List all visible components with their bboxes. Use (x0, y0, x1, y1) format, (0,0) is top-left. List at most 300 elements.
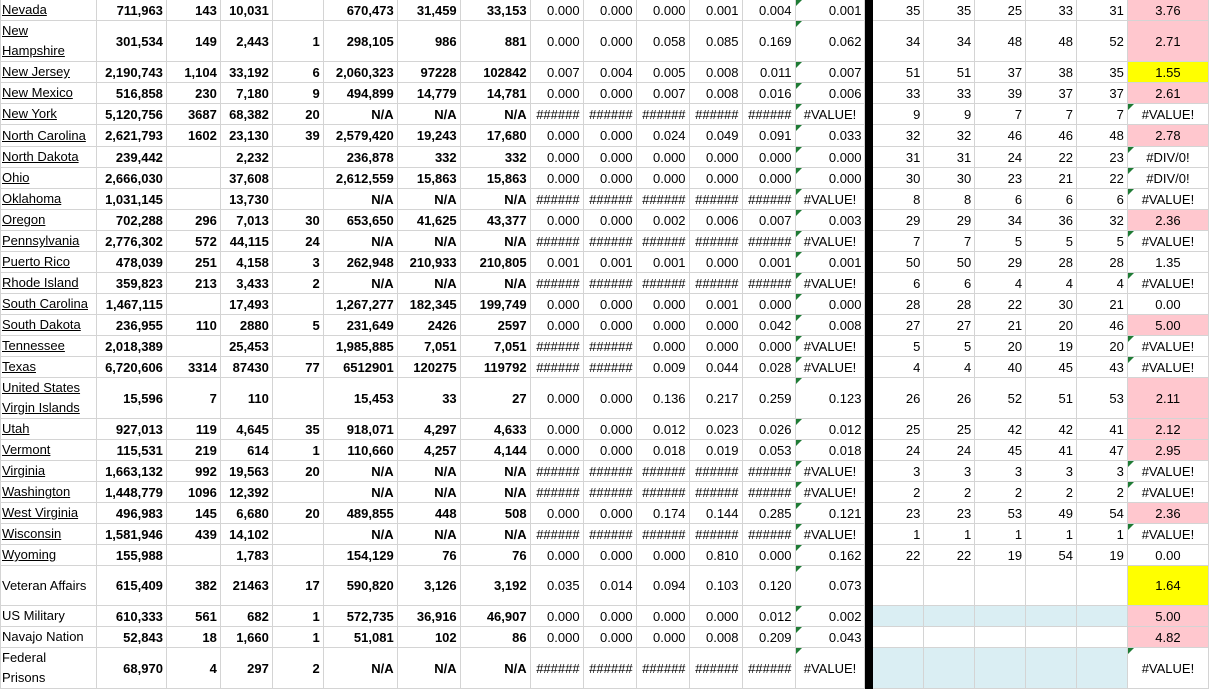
data-cell[interactable]: ###### (530, 648, 583, 689)
data-cell[interactable]: 97228 (397, 62, 460, 83)
data-cell[interactable]: 711,963 (96, 0, 166, 21)
data-cell[interactable]: 68,382 (220, 104, 272, 125)
data-cell[interactable]: 0.000 (583, 545, 636, 566)
rank-cell[interactable] (1026, 606, 1077, 627)
data-cell[interactable]: 15,863 (460, 168, 530, 189)
data-cell[interactable]: N/A (397, 482, 460, 503)
rank-cell[interactable]: 31 (873, 147, 924, 168)
rank-cell[interactable]: 29 (873, 210, 924, 231)
rank-cell[interactable]: 2 (1077, 482, 1128, 503)
data-cell[interactable]: 2 (272, 648, 323, 689)
data-cell[interactable]: 7,051 (397, 336, 460, 357)
data-cell[interactable]: 4,144 (460, 440, 530, 461)
row-label-link[interactable]: South Carolina (2, 296, 88, 311)
data-cell[interactable]: 3 (272, 252, 323, 273)
data-cell[interactable]: 0.073 (795, 566, 865, 606)
data-cell[interactable]: 2,443 (220, 21, 272, 62)
data-cell[interactable]: 0.000 (583, 21, 636, 62)
rank-cell[interactable]: 7 (975, 104, 1026, 125)
data-cell[interactable]: 46,907 (460, 606, 530, 627)
data-cell[interactable]: 0.008 (795, 315, 865, 336)
rank-cell[interactable] (1026, 566, 1077, 606)
data-cell[interactable]: 0.014 (583, 566, 636, 606)
rank-cell[interactable] (1077, 627, 1128, 648)
data-cell[interactable]: 0.024 (636, 125, 689, 147)
data-cell[interactable]: 0.000 (530, 627, 583, 648)
rank-cell[interactable]: 26 (873, 378, 924, 419)
data-cell[interactable]: 572,735 (323, 606, 397, 627)
row-label-cell[interactable] (1, 83, 97, 104)
data-cell[interactable]: ###### (742, 231, 795, 252)
data-cell[interactable]: 210,805 (460, 252, 530, 273)
rank-cell[interactable]: 39 (975, 83, 1026, 104)
data-cell[interactable]: 4,297 (397, 419, 460, 440)
row-label-cell[interactable] (1, 62, 97, 83)
data-cell[interactable] (166, 294, 220, 315)
rank-cell[interactable]: 49 (1026, 503, 1077, 524)
data-cell[interactable]: N/A (460, 648, 530, 689)
data-cell[interactable] (272, 147, 323, 168)
data-cell[interactable]: ###### (689, 482, 742, 503)
data-cell[interactable]: 2 (272, 273, 323, 294)
data-cell[interactable]: 10,031 (220, 0, 272, 21)
data-cell[interactable]: 7 (166, 378, 220, 419)
data-cell[interactable]: 0.033 (795, 125, 865, 147)
rank-cell[interactable]: 29 (975, 252, 1026, 273)
data-cell[interactable]: 0.023 (689, 419, 742, 440)
data-cell[interactable]: 0.209 (742, 627, 795, 648)
data-cell[interactable]: 3687 (166, 104, 220, 125)
data-cell[interactable]: ###### (530, 524, 583, 545)
data-cell[interactable]: 0.000 (636, 168, 689, 189)
data-cell[interactable]: 0.121 (795, 503, 865, 524)
data-cell[interactable]: 182,345 (397, 294, 460, 315)
data-cell[interactable]: 15,596 (96, 378, 166, 419)
row-label-link[interactable]: Virginia (2, 463, 46, 478)
data-cell[interactable]: 0.000 (583, 606, 636, 627)
rank-cell[interactable]: 3 (873, 461, 924, 482)
rank-cell[interactable]: 28 (1077, 252, 1128, 273)
data-cell[interactable]: 0.120 (742, 566, 795, 606)
rank-cell[interactable]: 3 (1026, 461, 1077, 482)
rank-cell[interactable]: 1 (924, 524, 975, 545)
rank-cell[interactable] (873, 648, 924, 689)
data-cell[interactable]: 0.091 (742, 125, 795, 147)
data-cell[interactable]: 102 (397, 627, 460, 648)
data-cell[interactable]: ###### (742, 524, 795, 545)
data-cell[interactable]: 31,459 (397, 0, 460, 21)
rank-cell[interactable]: 6 (924, 273, 975, 294)
row-label-cell[interactable] (1, 648, 97, 689)
data-cell[interactable]: 154,129 (323, 545, 397, 566)
rank-cell[interactable] (1026, 627, 1077, 648)
data-cell[interactable]: 19,563 (220, 461, 272, 482)
data-cell[interactable]: 0.018 (636, 440, 689, 461)
data-cell[interactable]: 2,666,030 (96, 168, 166, 189)
data-cell[interactable]: ###### (530, 273, 583, 294)
data-cell[interactable]: ###### (583, 336, 636, 357)
row-label-cell[interactable] (1, 566, 97, 606)
data-cell[interactable]: 6512901 (323, 357, 397, 378)
row-label-cell[interactable] (1, 503, 97, 524)
data-cell[interactable]: 508 (460, 503, 530, 524)
data-cell[interactable]: 0.000 (689, 606, 742, 627)
data-cell[interactable]: 0.008 (689, 627, 742, 648)
rank-cell[interactable] (975, 606, 1026, 627)
data-cell[interactable]: 2,190,743 (96, 62, 166, 83)
data-cell[interactable]: 516,858 (96, 83, 166, 104)
data-cell[interactable]: 239,442 (96, 147, 166, 168)
rank-cell[interactable]: 30 (1026, 294, 1077, 315)
data-cell[interactable]: 0.058 (636, 21, 689, 62)
data-cell[interactable]: #VALUE! (795, 231, 865, 252)
score-cell[interactable]: #VALUE! (1127, 357, 1208, 378)
data-cell[interactable]: 0.174 (636, 503, 689, 524)
data-cell[interactable]: 1 (272, 440, 323, 461)
row-label-cell[interactable] (1, 125, 97, 147)
data-cell[interactable]: 359,823 (96, 273, 166, 294)
data-cell[interactable]: 0.001 (795, 0, 865, 21)
data-cell[interactable]: 52,843 (96, 627, 166, 648)
data-cell[interactable]: 2426 (397, 315, 460, 336)
data-cell[interactable]: 653,650 (323, 210, 397, 231)
data-cell[interactable]: 0.000 (583, 0, 636, 21)
data-cell[interactable]: 0.000 (530, 503, 583, 524)
rank-cell[interactable]: 33 (1026, 0, 1077, 21)
data-cell[interactable]: 6,680 (220, 503, 272, 524)
rank-cell[interactable]: 31 (1077, 0, 1128, 21)
data-cell[interactable]: 572 (166, 231, 220, 252)
data-cell[interactable]: 0.000 (530, 606, 583, 627)
data-cell[interactable]: 1,660 (220, 627, 272, 648)
data-cell[interactable]: 0.001 (583, 252, 636, 273)
data-cell[interactable]: 0.000 (583, 440, 636, 461)
score-cell[interactable]: #DIV/0! (1127, 147, 1208, 168)
row-label-cell[interactable] (1, 482, 97, 503)
rank-cell[interactable]: 34 (873, 21, 924, 62)
rank-cell[interactable]: 32 (1077, 210, 1128, 231)
data-cell[interactable]: 30 (272, 210, 323, 231)
data-cell[interactable]: ###### (530, 104, 583, 125)
rank-cell[interactable]: 47 (1077, 440, 1128, 461)
rank-cell[interactable]: 28 (873, 294, 924, 315)
rank-cell[interactable]: 25 (975, 0, 1026, 21)
data-cell[interactable]: 3,126 (397, 566, 460, 606)
data-cell[interactable]: 12,392 (220, 482, 272, 503)
rank-cell[interactable]: 51 (873, 62, 924, 83)
data-cell[interactable]: 76 (460, 545, 530, 566)
data-cell[interactable]: ###### (742, 482, 795, 503)
data-cell[interactable]: 590,820 (323, 566, 397, 606)
score-cell[interactable]: #VALUE! (1127, 189, 1208, 210)
data-cell[interactable]: 0.000 (583, 315, 636, 336)
rank-cell[interactable] (975, 627, 1026, 648)
rank-cell[interactable]: 33 (873, 83, 924, 104)
data-cell[interactable]: 0.000 (583, 378, 636, 419)
data-cell[interactable]: 0.000 (530, 0, 583, 21)
rank-cell[interactable]: 48 (975, 21, 1026, 62)
rank-cell[interactable]: 36 (1026, 210, 1077, 231)
score-cell[interactable]: 5.00 (1127, 315, 1208, 336)
data-cell[interactable]: #VALUE! (795, 648, 865, 689)
data-cell[interactable]: 13,730 (220, 189, 272, 210)
data-cell[interactable]: N/A (323, 104, 397, 125)
rank-cell[interactable]: 4 (1077, 273, 1128, 294)
rank-cell[interactable]: 50 (873, 252, 924, 273)
data-cell[interactable]: 494,899 (323, 83, 397, 104)
data-cell[interactable]: ###### (583, 273, 636, 294)
rank-cell[interactable]: 4 (1026, 273, 1077, 294)
row-label-link[interactable]: Oregon (2, 212, 46, 227)
rank-cell[interactable]: 50 (924, 252, 975, 273)
data-cell[interactable]: 0.026 (742, 419, 795, 440)
data-cell[interactable]: 231,649 (323, 315, 397, 336)
data-cell[interactable]: 0.000 (636, 0, 689, 21)
rank-cell[interactable]: 35 (1077, 62, 1128, 83)
score-cell[interactable]: 2.61 (1127, 83, 1208, 104)
data-cell[interactable]: 0.169 (742, 21, 795, 62)
data-cell[interactable]: ###### (583, 482, 636, 503)
data-cell[interactable]: ###### (742, 189, 795, 210)
data-cell[interactable]: ###### (530, 336, 583, 357)
rank-cell[interactable]: 31 (924, 147, 975, 168)
rank-cell[interactable]: 34 (975, 210, 1026, 231)
data-cell[interactable]: 6,720,606 (96, 357, 166, 378)
score-cell[interactable]: 2.95 (1127, 440, 1208, 461)
data-cell[interactable]: 17 (272, 566, 323, 606)
rank-cell[interactable]: 7 (1077, 104, 1128, 125)
score-cell[interactable]: 2.71 (1127, 21, 1208, 62)
row-label-cell[interactable] (1, 231, 97, 252)
rank-cell[interactable]: 23 (1077, 147, 1128, 168)
data-cell[interactable]: N/A (397, 648, 460, 689)
data-cell[interactable]: 0.002 (795, 606, 865, 627)
data-cell[interactable]: 0.000 (742, 336, 795, 357)
score-cell[interactable]: #VALUE! (1127, 336, 1208, 357)
data-cell[interactable]: 19,243 (397, 125, 460, 147)
data-cell[interactable]: 0.000 (636, 606, 689, 627)
data-cell[interactable]: 0.000 (530, 378, 583, 419)
score-cell[interactable]: #VALUE! (1127, 231, 1208, 252)
data-cell[interactable]: 0.000 (795, 168, 865, 189)
data-cell[interactable]: 0.007 (530, 62, 583, 83)
data-cell[interactable]: 0.007 (742, 210, 795, 231)
data-cell[interactable]: #VALUE! (795, 189, 865, 210)
rank-cell[interactable]: 23 (924, 503, 975, 524)
data-cell[interactable]: 0.007 (636, 83, 689, 104)
row-label-cell[interactable] (1, 378, 97, 419)
row-label-cell[interactable] (1, 104, 97, 125)
rank-cell[interactable] (873, 606, 924, 627)
data-cell[interactable]: 2,621,793 (96, 125, 166, 147)
score-cell[interactable]: #VALUE! (1127, 104, 1208, 125)
data-cell[interactable]: 1602 (166, 125, 220, 147)
data-cell[interactable]: 297 (220, 648, 272, 689)
rank-cell[interactable]: 35 (924, 0, 975, 21)
rank-cell[interactable]: 21 (975, 315, 1026, 336)
data-cell[interactable]: 145 (166, 503, 220, 524)
data-cell[interactable]: ###### (583, 524, 636, 545)
data-cell[interactable]: ###### (530, 189, 583, 210)
data-cell[interactable]: 2,579,420 (323, 125, 397, 147)
data-cell[interactable]: 0.012 (636, 419, 689, 440)
data-cell[interactable]: 0.217 (689, 378, 742, 419)
data-cell[interactable]: #VALUE! (795, 336, 865, 357)
data-cell[interactable] (272, 545, 323, 566)
rank-cell[interactable]: 4 (924, 357, 975, 378)
data-cell[interactable]: 2880 (220, 315, 272, 336)
data-cell[interactable]: 489,855 (323, 503, 397, 524)
row-label-link[interactable]: Pennsylvania (2, 233, 80, 248)
rank-cell[interactable]: 6 (1026, 189, 1077, 210)
data-cell[interactable]: 0.001 (689, 0, 742, 21)
data-cell[interactable] (166, 336, 220, 357)
data-cell[interactable]: 0.000 (583, 147, 636, 168)
data-cell[interactable]: ###### (583, 648, 636, 689)
rank-cell[interactable] (975, 648, 1026, 689)
data-cell[interactable]: 1 (272, 627, 323, 648)
data-cell[interactable]: 1,663,132 (96, 461, 166, 482)
score-cell[interactable]: 2.36 (1127, 503, 1208, 524)
data-cell[interactable]: 0.009 (636, 357, 689, 378)
data-cell[interactable]: N/A (323, 231, 397, 252)
data-cell[interactable]: 262,948 (323, 252, 397, 273)
score-cell[interactable]: #VALUE! (1127, 648, 1208, 689)
rank-cell[interactable]: 7 (873, 231, 924, 252)
data-cell[interactable] (272, 378, 323, 419)
data-cell[interactable]: 332 (397, 147, 460, 168)
data-cell[interactable]: ###### (689, 273, 742, 294)
data-cell[interactable]: 0.001 (689, 294, 742, 315)
data-cell[interactable]: 296 (166, 210, 220, 231)
data-cell[interactable]: #VALUE! (795, 461, 865, 482)
data-cell[interactable]: 44,115 (220, 231, 272, 252)
rank-cell[interactable]: 22 (975, 294, 1026, 315)
data-cell[interactable]: N/A (323, 524, 397, 545)
rank-cell[interactable]: 34 (924, 21, 975, 62)
data-cell[interactable]: 0.062 (795, 21, 865, 62)
rank-cell[interactable]: 20 (1077, 336, 1128, 357)
data-cell[interactable]: 448 (397, 503, 460, 524)
rank-cell[interactable]: 46 (1077, 315, 1128, 336)
data-cell[interactable]: 41,625 (397, 210, 460, 231)
row-label-cell[interactable] (1, 21, 97, 62)
data-cell[interactable]: 1 (272, 606, 323, 627)
row-label-cell[interactable] (1, 606, 97, 627)
row-label-cell[interactable] (1, 273, 97, 294)
rank-cell[interactable]: 29 (924, 210, 975, 231)
data-cell[interactable]: 110 (166, 315, 220, 336)
data-cell[interactable]: #VALUE! (795, 273, 865, 294)
data-cell[interactable] (272, 0, 323, 21)
data-cell[interactable]: 251 (166, 252, 220, 273)
row-label-cell[interactable] (1, 315, 97, 336)
rank-cell[interactable]: 54 (1077, 503, 1128, 524)
rank-cell[interactable]: 22 (924, 545, 975, 566)
score-cell[interactable]: #VALUE! (1127, 482, 1208, 503)
rank-cell[interactable]: 25 (924, 419, 975, 440)
data-cell[interactable]: 0.001 (530, 252, 583, 273)
rank-cell[interactable]: 20 (1026, 315, 1077, 336)
data-cell[interactable]: 615,409 (96, 566, 166, 606)
row-label-cell[interactable] (1, 627, 97, 648)
row-label-cell[interactable] (1, 545, 97, 566)
data-cell[interactable]: 0.000 (530, 147, 583, 168)
data-cell[interactable]: 43,377 (460, 210, 530, 231)
data-cell[interactable]: 496,983 (96, 503, 166, 524)
data-cell[interactable]: 2,060,323 (323, 62, 397, 83)
data-cell[interactable]: 68,970 (96, 648, 166, 689)
rank-cell[interactable]: 46 (1026, 125, 1077, 147)
score-cell[interactable]: 4.82 (1127, 627, 1208, 648)
data-cell[interactable]: 0.004 (583, 62, 636, 83)
data-cell[interactable] (272, 189, 323, 210)
data-cell[interactable]: 0.042 (742, 315, 795, 336)
row-label-link[interactable]: Vermont (2, 442, 51, 457)
rank-cell[interactable]: 53 (975, 503, 1026, 524)
data-cell[interactable]: ###### (742, 461, 795, 482)
data-cell[interactable]: ###### (530, 231, 583, 252)
data-cell[interactable]: 3,192 (460, 566, 530, 606)
data-cell[interactable]: 4 (166, 648, 220, 689)
data-cell[interactable]: ###### (636, 104, 689, 125)
data-cell[interactable]: 0.000 (742, 545, 795, 566)
data-cell[interactable]: 0.008 (689, 83, 742, 104)
rank-cell[interactable]: 48 (1077, 125, 1128, 147)
data-cell[interactable]: 0.123 (795, 378, 865, 419)
data-cell[interactable]: 213 (166, 273, 220, 294)
data-cell[interactable]: ###### (583, 189, 636, 210)
data-cell[interactable]: 298,105 (323, 21, 397, 62)
score-cell[interactable]: 1.35 (1127, 252, 1208, 273)
data-cell[interactable]: 1,581,946 (96, 524, 166, 545)
rank-cell[interactable]: 5 (1077, 231, 1128, 252)
data-cell[interactable]: 0.136 (636, 378, 689, 419)
data-cell[interactable]: 1,448,779 (96, 482, 166, 503)
row-label-link[interactable]: Wyoming (2, 547, 57, 562)
data-cell[interactable]: 5,120,756 (96, 104, 166, 125)
data-cell[interactable]: 219 (166, 440, 220, 461)
rank-cell[interactable]: 7 (924, 231, 975, 252)
data-cell[interactable]: 0.011 (742, 62, 795, 83)
rank-cell[interactable]: 19 (975, 545, 1026, 566)
data-cell[interactable]: 24 (272, 231, 323, 252)
data-cell[interactable]: 33,153 (460, 0, 530, 21)
data-cell[interactable]: 0.000 (530, 440, 583, 461)
rank-cell[interactable]: 46 (975, 125, 1026, 147)
data-cell[interactable]: ###### (689, 189, 742, 210)
rank-cell[interactable]: 6 (873, 273, 924, 294)
data-cell[interactable]: 0.000 (689, 252, 742, 273)
score-cell[interactable]: #VALUE! (1127, 273, 1208, 294)
data-cell[interactable]: 702,288 (96, 210, 166, 231)
rank-cell[interactable]: 30 (873, 168, 924, 189)
data-cell[interactable]: 36,916 (397, 606, 460, 627)
data-cell[interactable]: ###### (530, 357, 583, 378)
rank-cell[interactable]: 43 (1077, 357, 1128, 378)
data-cell[interactable]: ###### (689, 104, 742, 125)
data-cell[interactable] (272, 294, 323, 315)
data-cell[interactable]: 77 (272, 357, 323, 378)
rank-cell[interactable]: 45 (1026, 357, 1077, 378)
rank-cell[interactable] (873, 566, 924, 606)
data-cell[interactable]: 1,267,277 (323, 294, 397, 315)
data-cell[interactable]: 670,473 (323, 0, 397, 21)
data-cell[interactable]: ###### (742, 648, 795, 689)
data-cell[interactable]: 0.018 (795, 440, 865, 461)
rank-cell[interactable]: 41 (1026, 440, 1077, 461)
data-cell[interactable]: 0.000 (530, 419, 583, 440)
